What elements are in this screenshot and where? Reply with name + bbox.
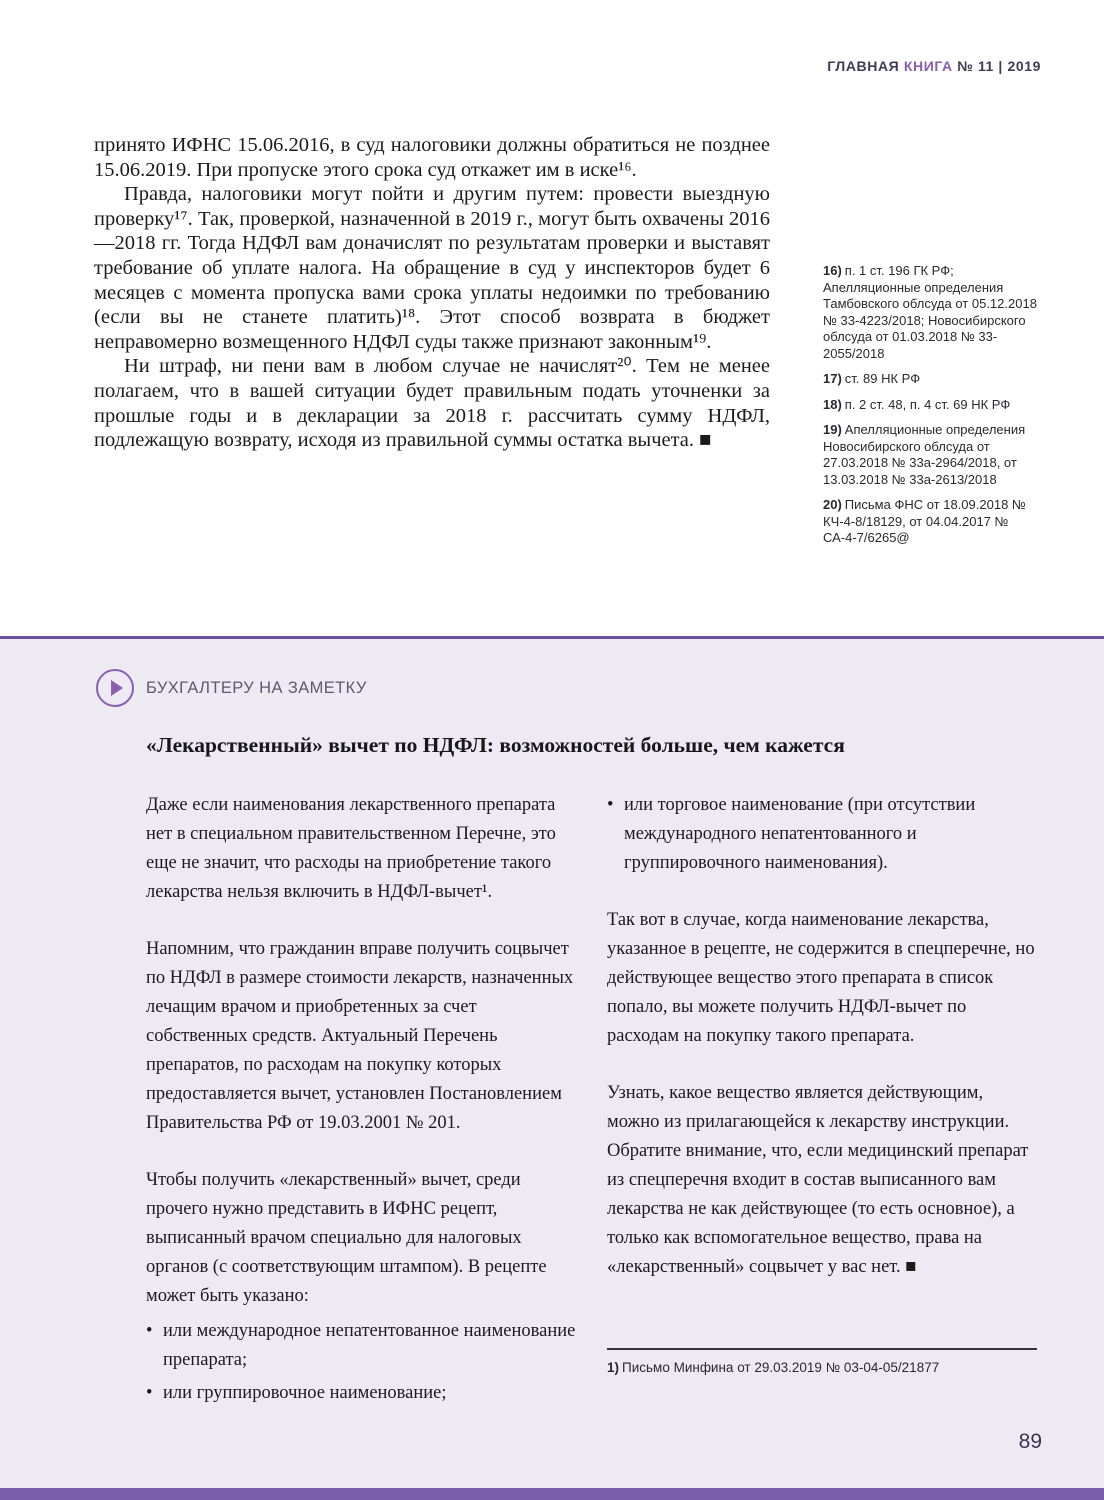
footnote-number: 18): [823, 396, 842, 412]
section-kicker: БУХГАЛТЕРУ НА ЗАМЕТКУ: [146, 679, 367, 697]
footnote-number: 1): [607, 1360, 620, 1375]
note-footnote: [607, 1348, 1037, 1375]
brand-accent: КНИГА: [903, 58, 953, 74]
page-number: 89: [1018, 1430, 1042, 1453]
note-right-column: [607, 791, 1037, 1310]
footnote-item: [823, 263, 1043, 362]
article-paragraph: Ни штраф, ни пени вам в любом случае не начислят²⁰. Тем не менее полагаем, что в вашей ситуации будет правильным подать уточненки за прошлые годы и в декларации за 2018 г. рассчитать сумму НДФЛ, подлежащую возврату, исходя из правильной суммы остатка вычета. ■: [94, 355, 770, 452]
note-article-title: «Лекарственный» вычет по НДФЛ: возможностей больше, чем кажется: [146, 733, 845, 757]
issue-number: № 11 | 2019: [957, 58, 1041, 74]
list-item: [146, 1379, 578, 1408]
article-body: [94, 133, 770, 453]
footnote-item: [823, 497, 1043, 547]
note-section: [0, 636, 1104, 1488]
footnote-text: Апелляционные определения Новосибирского облсуда от 27.03.2018 № 33а-2964/2018, от 13.03.2018 № 33а-2613/2018: [823, 422, 1026, 487]
footnote-text: Письмо Минфина от 29.03.2019 № 03-04-05/21877: [622, 1360, 940, 1375]
bullet-marker: •: [146, 1383, 153, 1403]
footnote-number: 19): [823, 422, 842, 437]
bullet-marker: •: [146, 1321, 153, 1341]
footnote-number: 20): [823, 497, 842, 512]
article-paragraph: Правда, налоговики могут пойти и другим путем: провести выездную проверку¹⁷. Так, проверкой, назначенной в 2019 г., могут быть охвачены 2016—2018 гг. Тогда НДФЛ вам доначислят по результатам проверки и выставят требование об уплате налога. На обращение в суд у инспекторов будет 6 месяцев с момента пропуска вами срока уплаты недоимки по требованию (если вы не станете платить)¹⁸. Этот способ возврата в бюджет неправомерно возмещенного НДФЛ суды также признают законным¹⁹.: [94, 183, 770, 353]
footnotes-sidebar: [823, 263, 1043, 556]
footnote-item: [823, 422, 1043, 488]
footnote-item: [823, 371, 1043, 388]
play-triangle-icon: [111, 680, 123, 696]
note-paragraph: Чтобы получить «лекарственный» вычет, среди прочего нужно представить в ИФНС рецепт, выписанный врачом специально для налоговых органов (с соответствующим штампом). В рецепте может быть указано:: [146, 1170, 547, 1306]
list-item: [607, 791, 1037, 878]
note-paragraph: Узнать, какое вещество является действующим, можно из прилагающейся к лекарству инструкции. Обратите внимание, что, если медицинский препарат из спецперечня входит в состав выписанного вам лекарства не как действующее (то есть основное), а только как вспомогательное вещество, права на «лекарственный» соцвычет у вас нет. ■: [607, 1083, 1029, 1277]
footnote-number: 17): [823, 371, 842, 386]
footnote-text: Письма ФНС от 18.09.2018 № КЧ-4-8/18129, от 04.04.2017 № СА-4-7/6265@: [823, 497, 1026, 545]
list-item: [146, 1317, 578, 1375]
list-item-text: или группировочное наименование;: [163, 1383, 447, 1403]
article-paragraph: принято ИФНС 15.06.2016, в суд налоговики должны обратиться не позднее 15.06.2019. При пропуске этого срока суд откажет им в иске¹⁶.: [94, 134, 770, 181]
brand-main: ГЛАВНАЯ: [827, 58, 900, 74]
list-item-text: или международное непатентованное наименование препарата;: [163, 1321, 576, 1370]
play-icon: [96, 669, 134, 707]
footnote-text: п. 2 ст. 48, п. 4 ст. 69 НК РФ: [844, 396, 1011, 412]
footnote-item: [823, 397, 1043, 414]
bullet-marker: •: [607, 795, 614, 815]
footnote-divider: [607, 1348, 1037, 1350]
list-item-text: или торговое наименование (при отсутствии международного непатентованного и группировочного наименования).: [624, 795, 976, 873]
note-paragraph: Даже если наименования лекарственного препарата нет в специальном правительственном Перечне, это еще не значит, что расходы на приобретение такого лекарства нельзя включить в НДФЛ-вычет¹.: [146, 795, 556, 902]
bottom-accent-bar: [0, 1488, 1104, 1500]
note-paragraph: Так вот в случае, когда наименование лекарства, указанное в рецепте, не содержится в спецперечне, но действующее вещество этого препарата в список попало, вы можете получить НДФЛ-вычет по расходам на покупку такого препарата.: [607, 910, 1035, 1046]
footnote-text: ст. 89 НК РФ: [844, 371, 921, 386]
note-paragraph: Напомним, что гражданин вправе получить соцвычет по НДФЛ в размере стоимости лекарств, назначенных лечащим врачом и приобретенных за счет собственных средств. Актуальный Перечень препаратов, по расходам на покупку которых предоставляется вычет, установлен Постановлением Правительства РФ от 19.03.2001 № 201.: [146, 939, 574, 1133]
footnote-text: п. 1 ст. 196 ГК РФ; Апелляционные определения Тамбовского облсуда от 05.12.2018 № 33-4223/2018; Новосибирского облсуда от 01.03.2018 № 33-2055/2018: [823, 263, 1037, 361]
footnote-number: 16): [823, 263, 842, 278]
magazine-header: [827, 58, 1041, 74]
note-left-column: [146, 791, 578, 1412]
